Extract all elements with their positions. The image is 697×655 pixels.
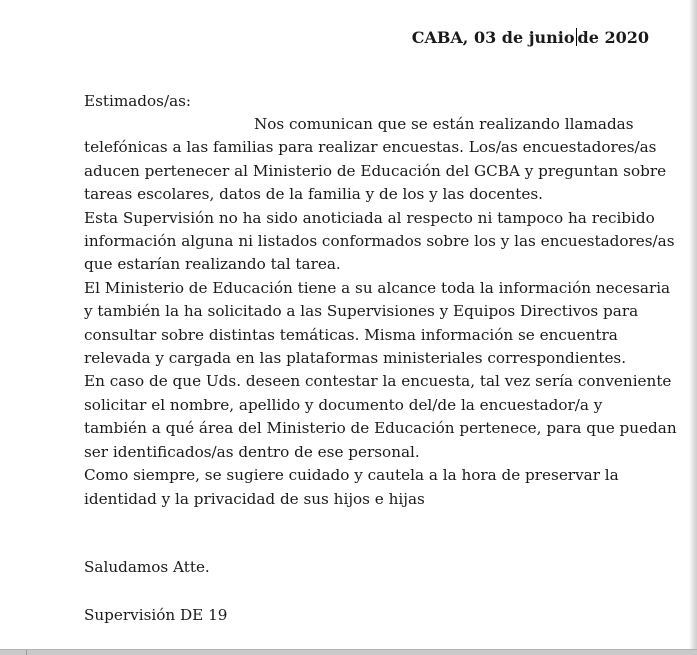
body-line: solicitar el nombre, apellido y documento del/de la encuestador/a y [84, 395, 603, 414]
body-line: Esta Supervisión no ha sido anoticiada al respecto ni tampoco ha recibido [84, 208, 655, 227]
body-line: En caso de que Uds. deseen contestar la encuesta, tal vez sería conveniente [84, 372, 672, 391]
body-line: consultar sobre distintas temáticas. Misma información se encuentra [84, 325, 618, 344]
body-line: ser identificados/as dentro de ese personal. [84, 442, 420, 461]
horizontal-ruler-strip [0, 649, 697, 655]
body-line: y también la ha solicitado a las Supervisiones y Equipos Directivos para [84, 302, 639, 321]
body-line: Nos comunican que se están realizando llamadas [254, 115, 634, 133]
body-line: El Ministerio de Educación tiene a su alcance toda la información necesaria [84, 278, 671, 297]
date-text-end: de 2020 [577, 28, 649, 47]
page-edge-shadow [689, 0, 697, 655]
letter-body [84, 113, 677, 511]
body-line: identidad y la privacidad de sus hijos e hijas [84, 489, 425, 508]
text-cursor [576, 28, 577, 46]
body-line: relevada y cargada en las plataformas ministeriales correspondientes. [84, 349, 627, 368]
body-line: aducen pertenecer al Ministerio de Educación del GCBA y preguntan sobre [84, 161, 667, 180]
body-line: tareas escolares, datos de la familia y de los y las docentes. [84, 185, 543, 204]
greeting: Estimados/as: [84, 92, 192, 110]
body-line: Como siempre, se sugiere cuidado y cautela a la hora de preservar la [84, 466, 619, 485]
letter-date [412, 28, 649, 47]
closing: Saludamos Atte. [84, 558, 210, 576]
date-text-start: CABA, 03 de junio [411, 28, 575, 47]
signature: Supervisión DE 19 [84, 606, 228, 624]
body-line: información alguna ni listados conformados sobre los y las encuestadores/as [84, 232, 675, 251]
ruler-divider [26, 650, 27, 655]
body-line: telefónicas a las familias para realizar encuestas. Los/as encuestadores/as [84, 138, 657, 157]
body-line: también a qué área del Ministerio de Educación pertenece, para que puedan [84, 419, 677, 438]
body-line: que estarían realizando tal tarea. [84, 255, 341, 274]
